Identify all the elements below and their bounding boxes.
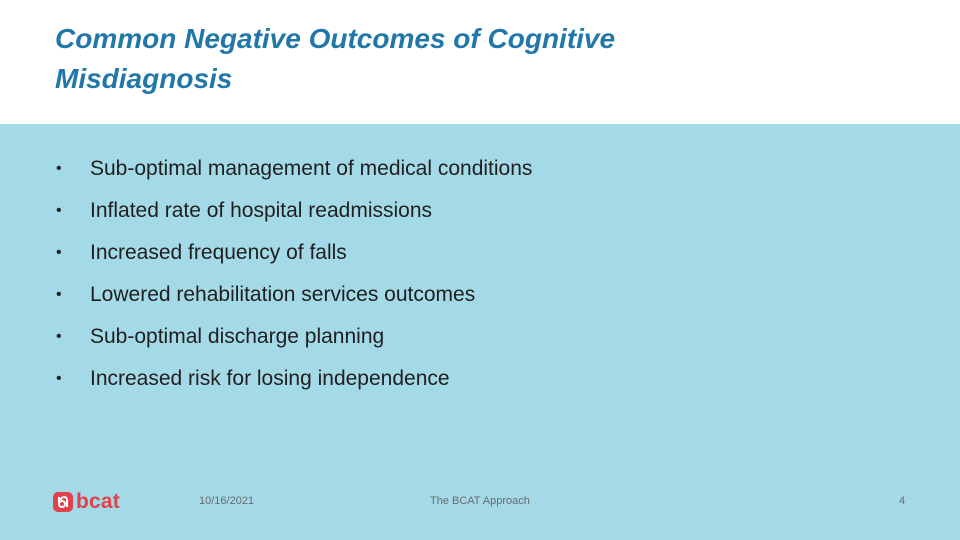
footer-title: The BCAT Approach bbox=[430, 495, 530, 507]
bullet-text: Sub-optimal management of medical conditions bbox=[90, 157, 533, 180]
slide-title: Common Negative Outcomes of Cognitive Misdiagnosis bbox=[55, 23, 616, 94]
bullet-icon: • bbox=[56, 202, 62, 219]
slide-header bbox=[0, 0, 960, 124]
bullet-icon: • bbox=[56, 370, 62, 387]
bcat-logo bbox=[53, 490, 120, 514]
bullet-text: Increased risk for losing independence bbox=[90, 367, 450, 390]
bullet-icon: • bbox=[56, 160, 62, 177]
bullet-icon: • bbox=[56, 244, 62, 261]
bcat-logo-text: bcat bbox=[76, 490, 120, 513]
page-number: 4 bbox=[899, 495, 906, 507]
slide-content bbox=[0, 124, 960, 540]
bcat-logo-icon bbox=[53, 492, 73, 512]
bullet-icon: • bbox=[56, 286, 62, 303]
bullet-text: Sub-optimal discharge planning bbox=[90, 325, 385, 348]
bullet-icon: • bbox=[56, 328, 62, 345]
footer-date: 10/16/2021 bbox=[199, 495, 255, 507]
bullet-text: Increased frequency of falls bbox=[90, 241, 347, 264]
bullet-text: Lowered rehabilitation services outcomes bbox=[90, 283, 476, 306]
bullet-text: Inflated rate of hospital readmissions bbox=[90, 199, 433, 222]
